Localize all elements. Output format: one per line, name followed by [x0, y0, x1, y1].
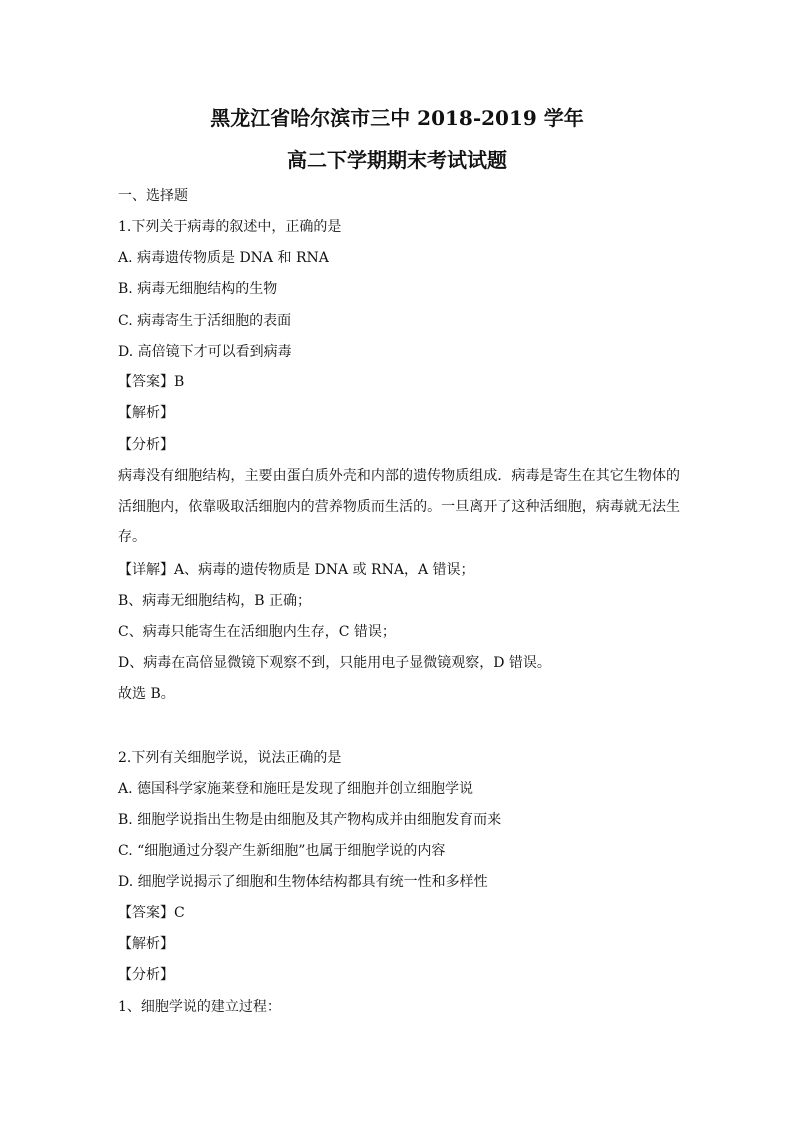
q2-analysis-label: 【解析】	[118, 936, 174, 952]
q2-stem: 2.下列有关细胞学说，说法正确的是	[118, 750, 342, 766]
q2-point-1: 1、细胞学说的建立过程：	[118, 999, 281, 1015]
q1-detail-c: C、病毒只能寄生在活细胞内生存，C 错误；	[118, 624, 396, 640]
q1-answer: 【答案】B	[118, 374, 185, 390]
q1-fenxi-label: 【分析】	[118, 437, 174, 453]
q2-fenxi-label: 【分析】	[118, 967, 174, 983]
q1-detail-b: B、病毒无细胞结构，B 正确；	[118, 593, 312, 609]
q2-option-c: C. “细胞通过分裂产生新细胞”也属于细胞学说的内容	[118, 843, 446, 859]
q1-conclusion: 故选 B。	[118, 686, 175, 702]
q1-option-a: A. 病毒遗传物质是 DNA 和 RNA	[118, 250, 329, 266]
q1-option-b: B. 病毒无细胞结构的生物	[118, 281, 278, 297]
document-title-line-1: 黑龙江省哈尔滨市三中 2018-2019 学年	[210, 106, 584, 130]
q2-option-a: A. 德国科学家施莱登和施旺是发现了细胞并创立细胞学说	[118, 781, 474, 797]
section-heading: 一、选择题	[118, 188, 188, 204]
q1-fenxi-text: 病毒没有细胞结构，主要由蛋白质外壳和内部的遗传物质组成．病毒是寄生在其它生物体的活细胞内，依靠吸取活细胞内的营养物质而生活的。一旦离开了这种活细胞，病毒就无法生存。	[118, 468, 680, 545]
q1-detail-d: D、病毒在高倍显微镜下观察不到，只能用电子显微镜观察，D 错误。	[118, 655, 551, 671]
q1-option-c: C. 病毒寄生于活细胞的表面	[118, 313, 292, 329]
q2-option-b: B. 细胞学说指出生物是由细胞及其产物构成并由细胞发育而来	[118, 812, 502, 828]
document-title-line-2: 高二下学期期末考试试题	[287, 148, 507, 172]
q1-stem: 1.下列关于病毒的叙述中，正确的是	[118, 219, 342, 235]
q2-option-d: D. 细胞学说揭示了细胞和生物体结构都具有统一性和多样性	[118, 874, 488, 890]
q1-detail-a: 【详解】A、病毒的遗传物质是 DNA 或 RNA，A 错误；	[118, 562, 475, 578]
q2-answer: 【答案】C	[118, 905, 185, 921]
q1-analysis-label: 【解析】	[118, 405, 174, 421]
q1-option-d: D. 高倍镜下才可以看到病毒	[118, 344, 292, 360]
